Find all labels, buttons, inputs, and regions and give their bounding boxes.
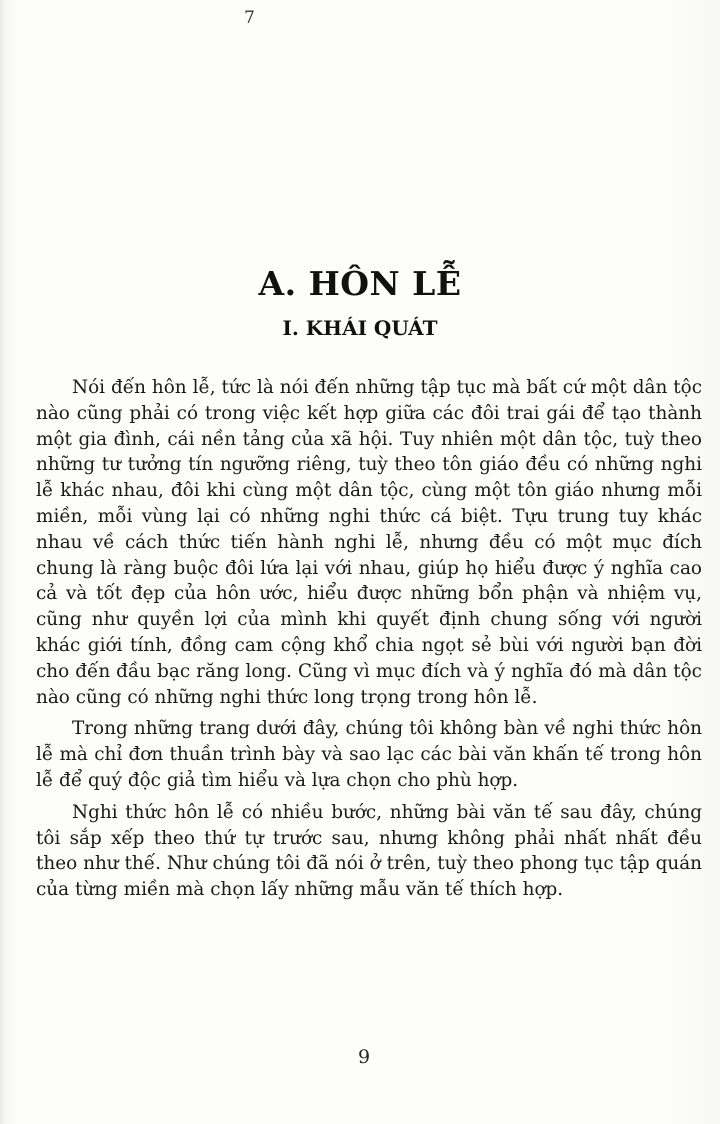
section-title: I. KHÁI QUÁT	[282, 316, 438, 340]
paragraph-1: Nói đến hôn lễ, tức là nói đến những tập tục mà bất cứ một dân tộc nào cũng phải có trong việc kết hợp giữa các đôi trai gái để tạo thành một gia đình, cái nền tảng của xã hội. Tuy nhiên một dân tộc, tuỳ theo những tư tưởng tín ngưỡng riêng, tuỳ theo tôn giáo đều có những nghi lễ khác nhau, đôi khi cùng một dân tộc, cùng một tôn giáo nhưng mỗi miền, mỗi vùng lại có những nghi thức cá biệt. Tựu trung tuy khác nhau về cách thức tiến hành nghi lễ, nhưng đều có một mục đích chung là ràng buộc đôi lứa lại với nhau, giúp họ hiểu được ý nghĩa cao cả và tốt đẹp của hôn ước, hiểu được những bổn phận và nhiệm vụ, cũng như quyền lợi của mình khi quyết định chung sống với người khác giới tính, đồng cam cộng khổ chia ngọt sẻ bùi với người bạn đời cho đến đầu bạc răng long. Cũng vì mục đích và ý nghĩa đó mà dân tộc nào cũng có những nghi thức long trọng trong hôn lễ.	[36, 377, 702, 708]
bottom-page-number: 9	[357, 1046, 371, 1068]
chapter-title: A. HÔN LỄ	[258, 264, 462, 303]
paragraph-3: Nghi thức hôn lễ có nhiều bước, những bài văn tế sau đây, chúng tôi sắp xếp theo thứ tự trước sau, nhưng không phải nhất nhất đều theo như thế. Như chúng tôi đã nói ở trên, tuỳ theo phong tục tập quán của từng miền mà chọn lấy những mẫu văn tế thích hợp.	[36, 801, 702, 901]
top-page-number: 7	[244, 8, 256, 28]
scan-edge-shadow	[0, 0, 6, 1124]
paragraph-2: Trong những trang dưới đây, chúng tôi không bàn về nghi thức hôn lễ mà chỉ đơn thuần trình bày và sao lạc các bài văn khấn tế trong hôn lễ để quý độc giả tìm hiểu và lựa chọn cho phù hợp.	[36, 718, 702, 791]
body-text	[36, 375, 702, 909]
